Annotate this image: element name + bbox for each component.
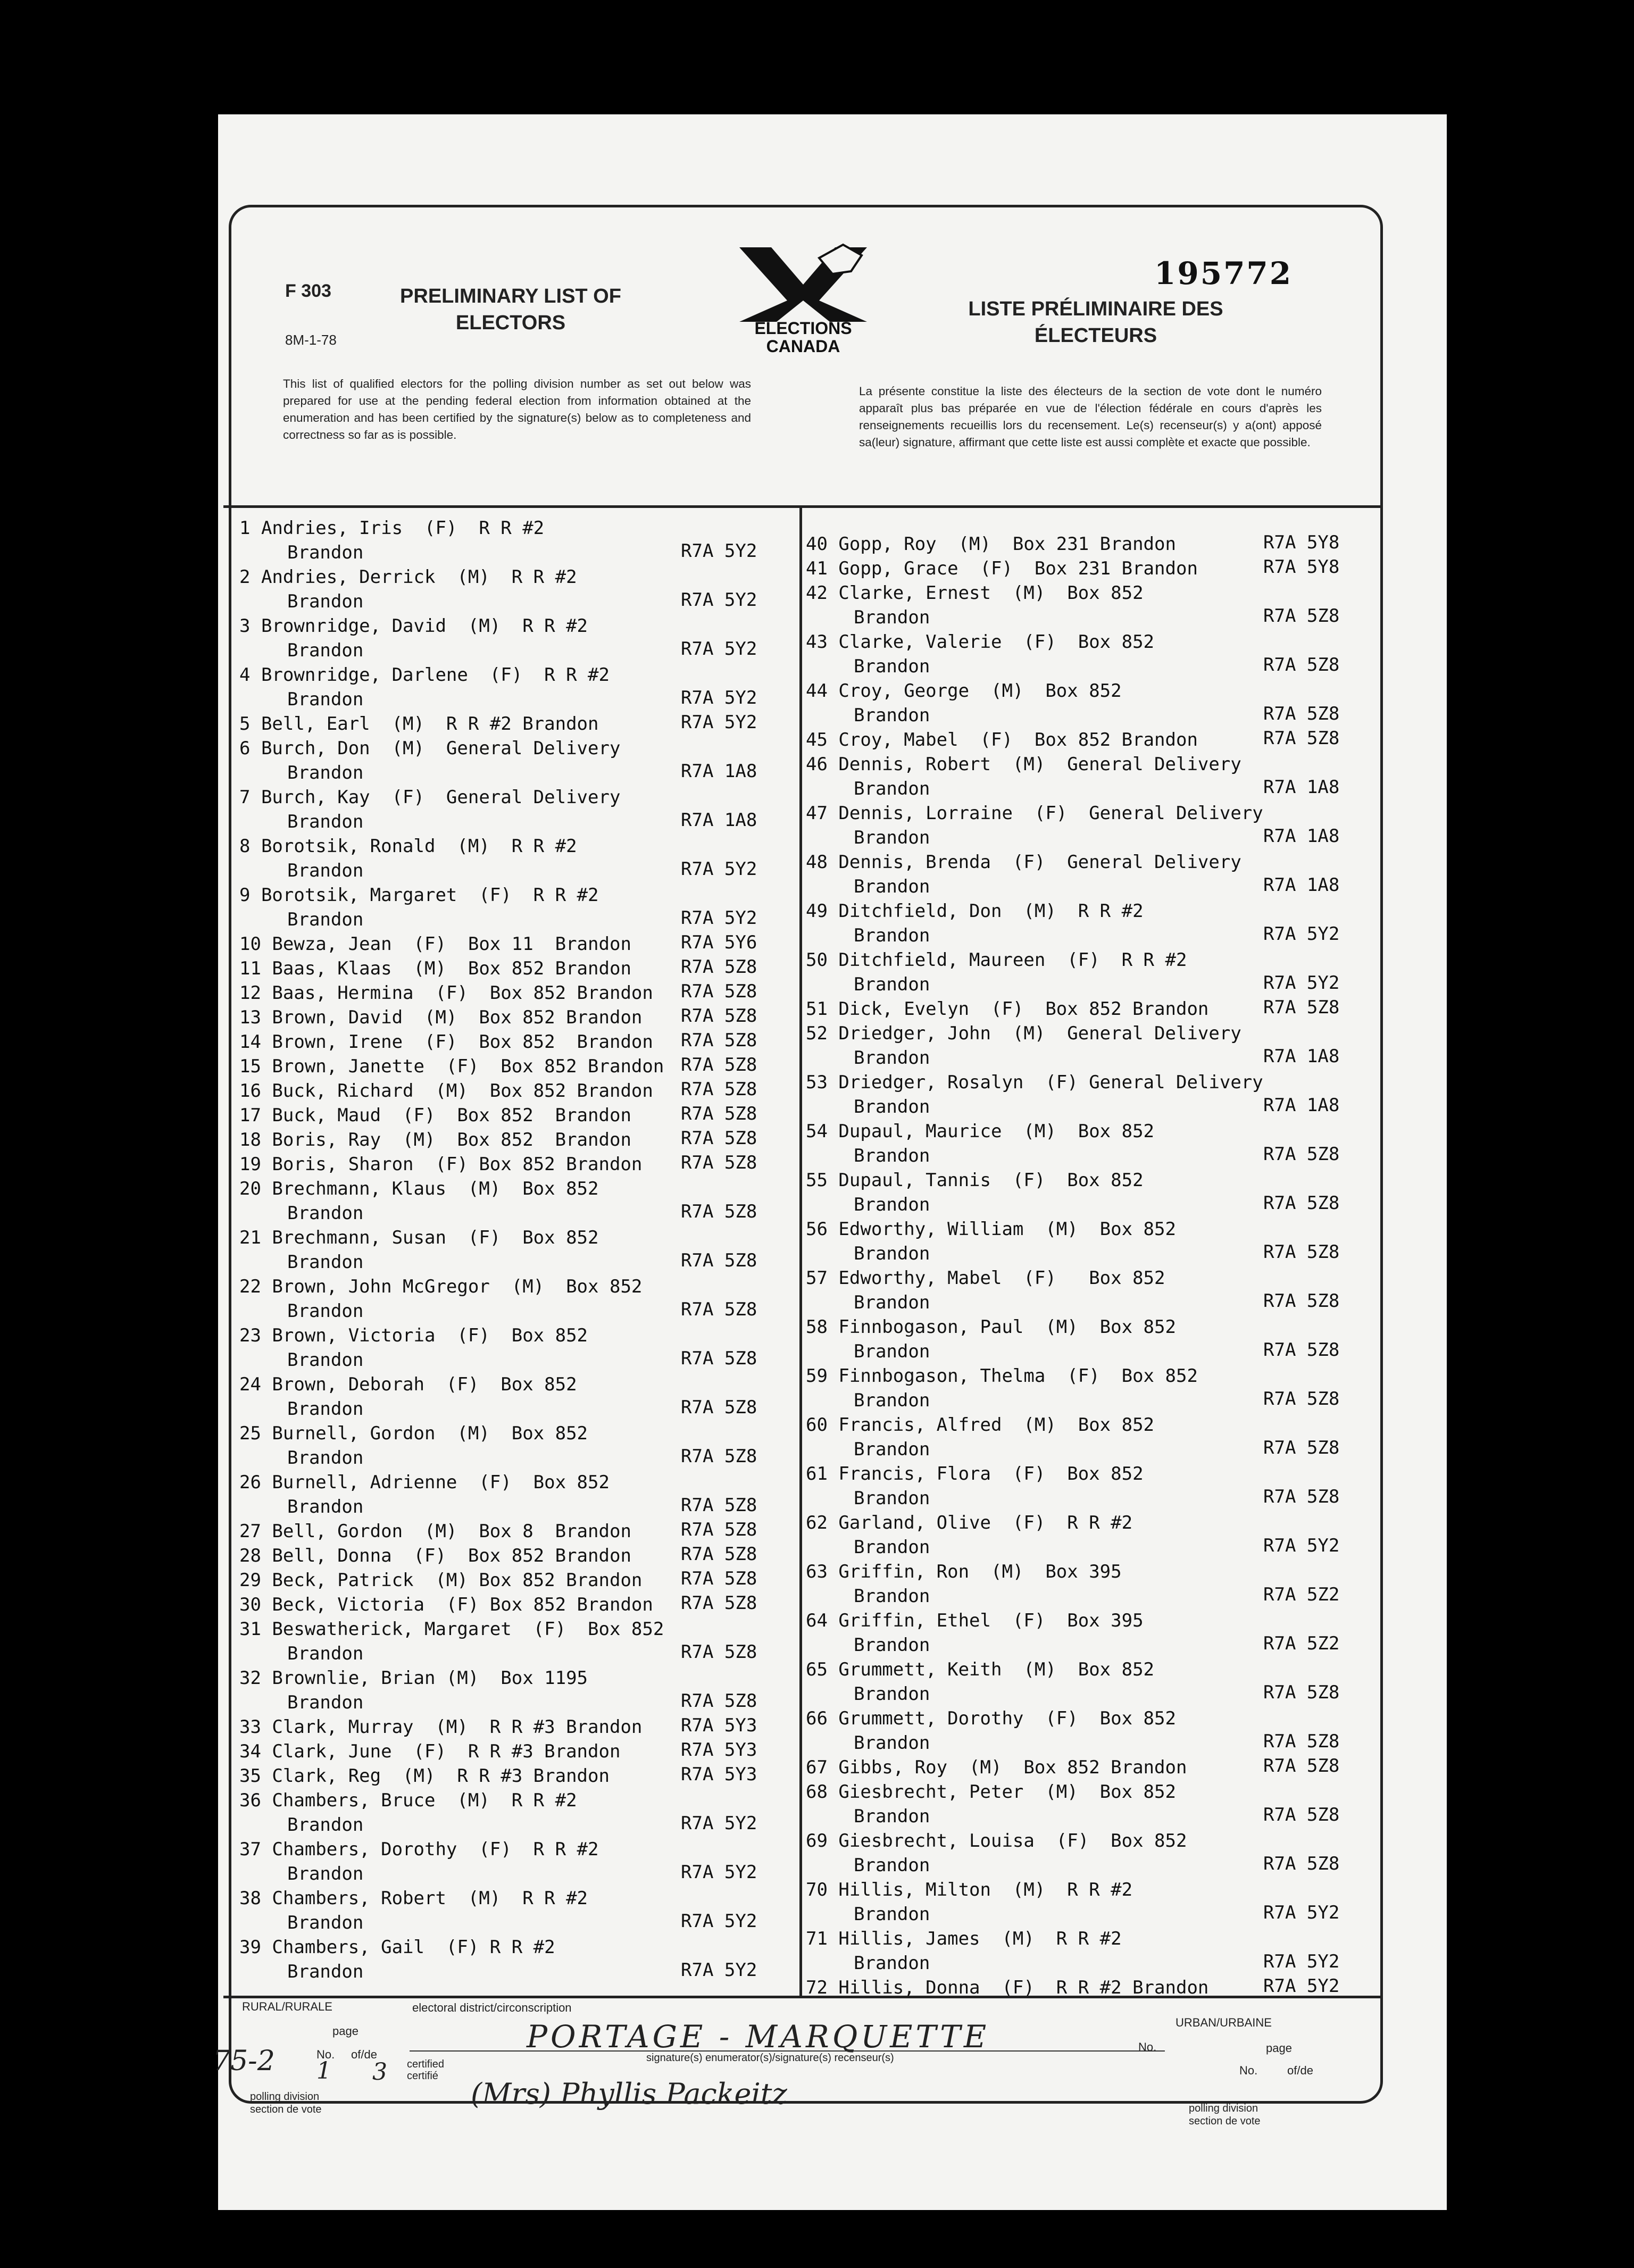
postal-code: R7A 1A8 xyxy=(1263,1046,1340,1067)
elector-entry xyxy=(806,1878,1132,1927)
elector-entry xyxy=(806,1755,1187,1780)
postal-code: R7A 5Z8 xyxy=(1263,1241,1340,1263)
elector-line: 72 Hillis, Donna (F) R R #2 Brandon xyxy=(806,1977,1209,1998)
postal-code: R7A 5Z8 xyxy=(681,1030,757,1051)
elector-entry xyxy=(806,1829,1187,1878)
form-code: F 303 xyxy=(285,281,331,301)
postal-code: R7A 5Z2 xyxy=(1263,1584,1340,1605)
postal-code: R7A 5Z8 xyxy=(681,981,757,1002)
elector-line: 19 Boris, Sharon (F) Box 852 Brandon xyxy=(239,1154,643,1175)
column-divider xyxy=(799,505,802,1996)
postal-code: R7A 5Y2 xyxy=(681,712,757,733)
elector-line: 30 Beck, Victoria (F) Box 852 Brandon xyxy=(239,1594,653,1615)
right-column-entries xyxy=(806,0,1380,2268)
elector-line: 42 Clarke, Ernest (M) Box 852 xyxy=(806,582,1144,604)
elector-address-line: Brandon xyxy=(854,1439,930,1460)
elector-address-line: Brandon xyxy=(287,1252,364,1273)
elector-entry xyxy=(806,1706,1176,1755)
elector-line: 39 Chambers, Gail (F) R R #2 xyxy=(239,1937,555,1958)
postal-code: R7A 5Y3 xyxy=(681,1739,757,1761)
postal-code: R7A 5Y8 xyxy=(1263,532,1340,553)
elector-line: 27 Bell, Gordon (M) Box 8 Brandon xyxy=(239,1521,631,1542)
elector-entry xyxy=(806,1780,1176,1829)
elector-entry xyxy=(239,1592,653,1617)
urban-no-label-2: No. xyxy=(1239,2064,1258,2077)
postal-code: R7A 5Y8 xyxy=(1263,556,1340,578)
elector-line: 50 Ditchfield, Maureen (F) R R #2 xyxy=(806,949,1187,971)
postal-code: R7A 5Y2 xyxy=(1263,1535,1340,1556)
district-value: PORTAGE - MARQUETTE xyxy=(527,2019,990,2055)
elector-entry xyxy=(239,1177,599,1225)
elector-address-line: Brandon xyxy=(287,762,364,783)
elector-entry xyxy=(239,1617,664,1666)
elector-entry xyxy=(239,1225,599,1274)
elector-address-line: Brandon xyxy=(854,1341,930,1362)
logo-text: ELECTIONS CANADA xyxy=(754,319,852,356)
elector-entry xyxy=(239,1544,631,1568)
elector-entry xyxy=(239,1470,610,1519)
postal-code: R7A 5Z8 xyxy=(681,1397,757,1418)
elector-line: 61 Francis, Flora (F) Box 852 xyxy=(806,1463,1144,1485)
elector-entry xyxy=(239,1054,664,1079)
left-column-entries xyxy=(239,0,798,2268)
postal-code: R7A 5Y2 xyxy=(681,638,757,660)
elector-entry xyxy=(239,834,577,883)
elector-line: 1 Andries, Iris (F) R R #2 xyxy=(239,518,545,539)
postal-code: R7A 5Z8 xyxy=(681,956,757,978)
serial-number: 195772 xyxy=(1154,255,1293,291)
polling-division-label: polling division section de vote xyxy=(250,2091,322,2115)
postal-code: R7A 5Z8 xyxy=(681,1446,757,1467)
postal-code: R7A 5Z8 xyxy=(681,1079,757,1100)
elector-entry xyxy=(239,565,577,614)
elector-line: 34 Clark, June (F) R R #3 Brandon xyxy=(239,1741,621,1762)
elector-line: 3 Brownridge, David (M) R R #2 xyxy=(239,615,588,637)
postal-code: R7A 5Z8 xyxy=(1263,1144,1340,1165)
elector-entry xyxy=(806,1462,1144,1511)
elector-entry xyxy=(239,1666,588,1715)
elector-line: 54 Dupaul, Maurice (M) Box 852 xyxy=(806,1121,1155,1142)
elector-line: 31 Beswatherick, Margaret (F) Box 852 xyxy=(239,1619,664,1640)
district-label: electoral district/circonscription xyxy=(412,2001,572,2014)
elector-entry xyxy=(806,1511,1132,1560)
postal-code: R7A 5Z8 xyxy=(681,1544,757,1565)
elector-entry xyxy=(239,1421,588,1470)
elector-address-line: Brandon xyxy=(854,1683,930,1705)
elector-address-line: Brandon xyxy=(287,1496,364,1517)
elector-address-line: Brandon xyxy=(287,1814,364,1836)
elector-line: 64 Griffin, Ethel (F) Box 395 xyxy=(806,1610,1144,1631)
elector-entry xyxy=(806,1119,1154,1168)
elector-entry xyxy=(239,516,544,565)
elector-line: 11 Baas, Klaas (M) Box 852 Brandon xyxy=(239,958,631,979)
postal-code: R7A 5Z8 xyxy=(1263,1437,1340,1458)
elector-line: 23 Brown, Victoria (F) Box 852 xyxy=(239,1325,588,1346)
elector-address-line: Brandon xyxy=(854,1194,930,1215)
certified-label: certified certifié xyxy=(407,2058,445,2082)
elector-address-line: Brandon xyxy=(287,811,364,832)
postal-code: R7A 5Y6 xyxy=(681,932,757,953)
elector-line: 6 Burch, Don (M) General Delivery xyxy=(239,738,621,759)
elector-address-line: Brandon xyxy=(287,1961,364,1982)
elector-line: 33 Clark, Murray (M) R R #3 Brandon xyxy=(239,1716,643,1738)
elector-line: 49 Ditchfield, Don (M) R R #2 xyxy=(806,900,1144,922)
elector-address-line: Brandon xyxy=(854,1145,930,1166)
elector-address-line: Brandon xyxy=(854,1904,930,1925)
elector-line: 47 Dennis, Lorraine (F) General Delivery xyxy=(806,803,1263,824)
elector-line: 29 Beck, Patrick (M) Box 852 Brandon xyxy=(239,1570,643,1591)
postal-code: R7A 5Y2 xyxy=(681,907,757,929)
elector-line: 25 Burnell, Gordon (M) Box 852 xyxy=(239,1423,588,1444)
elector-entry xyxy=(806,1413,1154,1462)
elector-entry xyxy=(239,736,620,785)
postal-code: R7A 5Z8 xyxy=(681,1103,757,1124)
elector-entry xyxy=(806,1021,1241,1070)
elector-entry xyxy=(239,1519,631,1544)
elector-address-line: Brandon xyxy=(287,1912,364,1933)
postal-code: R7A 5Z8 xyxy=(1263,728,1340,749)
elector-line: 65 Grummett, Keith (M) Box 852 xyxy=(806,1659,1155,1680)
intro-french: La présente constitue la liste des électeurs de la section de vote dont le numéro apparaît plus bas préparée en vue de l'élection fédérale en cours d'après les renseignements recueillis lors du recensement. Le(s) recenseur(s) y a(ont) apposé sa(leur) signature, affirmant que cette liste est aussi complète et exacte que possible. xyxy=(859,385,1322,449)
postal-code: R7A 5Z8 xyxy=(681,1495,757,1516)
elector-address-line: Brandon xyxy=(287,1349,364,1371)
postal-code: R7A 1A8 xyxy=(1263,826,1340,847)
elector-entry xyxy=(239,663,610,712)
elector-line: 18 Boris, Ray (M) Box 852 Brandon xyxy=(239,1129,631,1150)
elector-line: 22 Brown, John McGregor (M) Box 852 xyxy=(239,1276,643,1297)
elector-entry xyxy=(239,981,653,1005)
postal-code: R7A 5Z8 xyxy=(681,1250,757,1271)
title-french: LISTE PRÉLIMINAIRE DES ÉLECTEURS xyxy=(968,298,1223,347)
of-label: of/de xyxy=(351,2048,377,2061)
elector-line: 69 Giesbrecht, Louisa (F) Box 852 xyxy=(806,1830,1187,1852)
elector-entry xyxy=(239,883,599,932)
elector-address-line: Brandon xyxy=(287,1643,364,1664)
elector-entry xyxy=(806,1070,1263,1119)
postal-code: R7A 5Z8 xyxy=(1263,1339,1340,1361)
elector-line: 35 Clark, Reg (M) R R #3 Brandon xyxy=(239,1765,610,1787)
signature-label: signature(s) enumerator(s)/signature(s) recenseur(s) xyxy=(646,2052,894,2064)
urban-of-label: of/de xyxy=(1287,2064,1313,2077)
elector-entry xyxy=(806,728,1198,752)
elector-line: 57 Edworthy, Mabel (F) Box 852 xyxy=(806,1268,1165,1289)
postal-code: R7A 5Z8 xyxy=(1263,1290,1340,1312)
postal-code: R7A 5Y3 xyxy=(681,1715,757,1736)
elector-address-line: Brandon xyxy=(287,1447,364,1469)
postal-code: R7A 5Y2 xyxy=(681,1862,757,1883)
elector-entry xyxy=(239,1079,653,1103)
elector-line: 60 Francis, Alfred (M) Box 852 xyxy=(806,1414,1155,1436)
elector-entry xyxy=(239,1103,631,1128)
elector-line: 53 Driedger, Rosalyn (F) General Delivery xyxy=(806,1072,1263,1093)
elector-line: 70 Hillis, Milton (M) R R #2 xyxy=(806,1879,1133,1900)
elector-entry xyxy=(806,630,1154,679)
postal-code: R7A 5Z8 xyxy=(681,1519,757,1540)
elector-entry xyxy=(806,581,1144,630)
postal-code: R7A 5Z8 xyxy=(681,1128,757,1149)
postal-code: R7A 5Z8 xyxy=(1263,1731,1340,1752)
elector-entry xyxy=(239,1837,599,1886)
elector-entry xyxy=(806,679,1122,728)
elector-line: 36 Chambers, Bruce (M) R R #2 xyxy=(239,1790,577,1811)
postal-code: R7A 5Y2 xyxy=(681,1813,757,1834)
postal-code: R7A 5Z8 xyxy=(1263,654,1340,676)
elector-line: 48 Dennis, Brenda (F) General Delivery xyxy=(806,852,1241,873)
elector-line: 66 Grummett, Dorothy (F) Box 852 xyxy=(806,1708,1176,1729)
elector-address-line: Brandon xyxy=(854,1537,930,1558)
elector-entry xyxy=(239,1274,642,1323)
elector-line: 59 Finnbogason, Thelma (F) Box 852 xyxy=(806,1365,1198,1387)
elector-line: 68 Giesbrecht, Peter (M) Box 852 xyxy=(806,1781,1176,1803)
elector-address-line: Brandon xyxy=(854,1953,930,1974)
postal-code: R7A 5Z8 xyxy=(681,1592,757,1614)
polling-division-label-right: polling division section de vote xyxy=(1189,2103,1261,2127)
elector-line: 5 Bell, Earl (M) R R #2 Brandon xyxy=(239,713,599,735)
postal-code: R7A 1A8 xyxy=(681,810,757,831)
no-label: No. xyxy=(316,2048,335,2061)
page-value: 1 xyxy=(316,2057,331,2084)
elector-entry xyxy=(806,532,1176,556)
elector-entry xyxy=(239,712,599,736)
elector-address-line: Brandon xyxy=(854,974,930,995)
elector-address-line: Brandon xyxy=(854,778,930,799)
elector-line: 12 Baas, Hermina (F) Box 852 Brandon xyxy=(239,982,653,1004)
postal-code: R7A 5Y2 xyxy=(1263,1975,1340,1997)
elector-line: 58 Finnbogason, Paul (M) Box 852 xyxy=(806,1316,1176,1338)
elector-line: 20 Brechmann, Klaus (M) Box 852 xyxy=(239,1178,599,1199)
postal-code: R7A 5Z8 xyxy=(1263,1193,1340,1214)
postal-code: R7A 5Z8 xyxy=(1263,605,1340,627)
postal-code: R7A 5Z8 xyxy=(1263,1682,1340,1703)
postal-code: R7A 5Z8 xyxy=(1263,1804,1340,1825)
postal-code: R7A 5Z8 xyxy=(681,1568,757,1589)
postal-code: R7A 5Z8 xyxy=(681,1054,757,1075)
form-date: 8M-1-78 xyxy=(285,332,337,348)
elector-address-line: Brandon xyxy=(854,827,930,848)
postal-code: R7A 5Z8 xyxy=(681,1299,757,1320)
postal-code: R7A 5Z8 xyxy=(681,1005,757,1027)
postal-code: R7A 5Y2 xyxy=(681,1960,757,1981)
elector-entry xyxy=(806,1364,1198,1413)
postal-code: R7A 5Z8 xyxy=(1263,1755,1340,1777)
elector-entry xyxy=(239,1005,642,1030)
postal-code: R7A 5Y2 xyxy=(681,589,757,611)
elector-line: 7 Burch, Kay (F) General Delivery xyxy=(239,787,621,808)
elector-entry xyxy=(239,1568,642,1592)
elector-line: 8 Borotsik, Ronald (M) R R #2 xyxy=(239,836,577,857)
elector-line: 10 Bewza, Jean (F) Box 11 Brandon xyxy=(239,933,631,955)
elector-address-line: Brandon xyxy=(854,1635,930,1656)
elector-entry xyxy=(806,948,1187,997)
elector-line: 24 Brown, Deborah (F) Box 852 xyxy=(239,1374,577,1395)
elector-entry xyxy=(806,850,1241,899)
elector-address-line: Brandon xyxy=(854,705,930,726)
elector-line: 40 Gopp, Roy (M) Box 231 Brandon xyxy=(806,533,1176,555)
elector-entry xyxy=(806,752,1241,801)
elector-line: 32 Brownlie, Brian (M) Box 1195 xyxy=(239,1667,588,1689)
postal-code: R7A 5Y2 xyxy=(681,1911,757,1932)
elector-address-line: Brandon xyxy=(287,1863,364,1885)
postal-code: R7A 5Y2 xyxy=(1263,1951,1340,1972)
elector-entry xyxy=(239,1372,577,1421)
elector-entry xyxy=(806,1315,1176,1364)
elector-line: 15 Brown, Janette (F) Box 852 Brandon xyxy=(239,1056,664,1077)
elector-line: 44 Croy, George (M) Box 852 xyxy=(806,680,1122,702)
elector-entry xyxy=(239,1788,577,1837)
postal-code: R7A 5Y2 xyxy=(681,858,757,880)
elector-address-line: Brandon xyxy=(287,640,364,661)
elector-address-line: Brandon xyxy=(854,1732,930,1754)
elector-line: 14 Brown, Irene (F) Box 852 Brandon xyxy=(239,1031,653,1053)
elector-address-line: Brandon xyxy=(854,876,930,897)
elector-line: 55 Dupaul, Tannis (F) Box 852 xyxy=(806,1170,1144,1191)
elector-entry xyxy=(239,1323,588,1372)
district-underline xyxy=(410,2050,1165,2052)
elector-entry xyxy=(239,785,620,834)
elector-line: 28 Bell, Donna (F) Box 852 Brandon xyxy=(239,1545,631,1566)
elector-line: 9 Borotsik, Margaret (F) R R #2 xyxy=(239,885,599,906)
polling-division-value: 75-2 xyxy=(213,2045,275,2077)
postal-code: R7A 5Z8 xyxy=(681,1152,757,1173)
postal-code: R7A 5Z8 xyxy=(681,1348,757,1369)
postal-code: R7A 5Z8 xyxy=(681,1641,757,1663)
elector-address-line: Brandon xyxy=(287,909,364,930)
elector-line: 63 Griffin, Ron (M) Box 395 xyxy=(806,1561,1122,1582)
elector-entry xyxy=(239,1935,555,1984)
postal-code: R7A 5Z8 xyxy=(1263,703,1340,724)
signature-value: (Mrs) Phyllis Packeitz xyxy=(471,2077,787,2111)
elector-entry xyxy=(239,1739,620,1764)
elector-line: 56 Edworthy, William (M) Box 852 xyxy=(806,1219,1176,1240)
postal-code: R7A 5Z2 xyxy=(1263,1633,1340,1654)
postal-code: R7A 1A8 xyxy=(1263,874,1340,896)
elector-address-line: Brandon xyxy=(287,1203,364,1224)
elector-entry xyxy=(239,932,631,956)
urban-no-label: No. xyxy=(1138,2040,1157,2054)
postal-code: R7A 5Y3 xyxy=(681,1764,757,1785)
elector-entry xyxy=(806,899,1144,948)
postal-code: R7A 5Y2 xyxy=(1263,923,1340,945)
elector-line: 71 Hillis, James (M) R R #2 xyxy=(806,1928,1122,1949)
elector-entry xyxy=(239,1030,653,1054)
elector-address-line: Brandon xyxy=(854,607,930,628)
elector-line: 17 Buck, Maud (F) Box 852 Brandon xyxy=(239,1105,631,1126)
elector-entry xyxy=(239,1128,631,1152)
postal-code: R7A 5Y2 xyxy=(1263,972,1340,994)
postal-code: R7A 1A8 xyxy=(681,761,757,782)
postal-code: R7A 5Z8 xyxy=(1263,997,1340,1018)
elector-line: 38 Chambers, Robert (M) R R #2 xyxy=(239,1888,588,1909)
elector-address-line: Brandon xyxy=(854,1096,930,1118)
of-value: 3 xyxy=(372,2058,387,2086)
elector-entry xyxy=(239,614,588,663)
elector-address-line: Brandon xyxy=(287,689,364,710)
elector-address-line: Brandon xyxy=(854,1292,930,1313)
elector-line: 67 Gibbs, Roy (M) Box 852 Brandon xyxy=(806,1757,1187,1778)
postal-code: R7A 5Z8 xyxy=(1263,1853,1340,1874)
elector-address-line: Brandon xyxy=(287,1692,364,1713)
elector-entry xyxy=(239,1886,588,1935)
elector-line: 62 Garland, Olive (F) R R #2 xyxy=(806,1512,1133,1533)
elector-address-line: Brandon xyxy=(854,1806,930,1827)
postal-code: R7A 5Y2 xyxy=(1263,1902,1340,1923)
title-english: PRELIMINARY LIST OF ELECTORS xyxy=(400,285,621,334)
elector-line: 13 Brown, David (M) Box 852 Brandon xyxy=(239,1007,643,1028)
postal-code: R7A 5Z8 xyxy=(1263,1486,1340,1507)
elector-address-line: Brandon xyxy=(854,1047,930,1069)
elector-line: 45 Croy, Mabel (F) Box 852 Brandon xyxy=(806,729,1198,751)
elector-address-line: Brandon xyxy=(854,1243,930,1264)
page-label: page xyxy=(332,2024,359,2038)
urban-label: URBAN/URBAINE xyxy=(1176,2016,1272,2029)
elector-entry xyxy=(806,1168,1144,1217)
elector-entry xyxy=(806,1266,1165,1315)
elector-address-line: Brandon xyxy=(854,656,930,677)
elector-line: 43 Clarke, Valerie (F) Box 852 xyxy=(806,631,1155,653)
elector-address-line: Brandon xyxy=(854,1488,930,1509)
elector-address-line: Brandon xyxy=(854,1586,930,1607)
postal-code: R7A 5Z8 xyxy=(1263,1388,1340,1410)
postal-code: R7A 5Z8 xyxy=(681,1690,757,1712)
elector-line: 41 Gopp, Grace (F) Box 231 Brandon xyxy=(806,558,1198,579)
elector-entry xyxy=(806,1657,1154,1706)
postal-code: R7A 1A8 xyxy=(1263,777,1340,798)
elector-entry xyxy=(806,1560,1122,1608)
elector-address-line: Brandon xyxy=(854,925,930,946)
elector-line: 52 Driedger, John (M) General Delivery xyxy=(806,1023,1241,1044)
elector-entry xyxy=(806,556,1198,581)
elector-entry xyxy=(239,1764,610,1788)
elector-entry xyxy=(806,1975,1208,2000)
elector-entry xyxy=(239,1715,642,1739)
elector-entry xyxy=(239,956,631,981)
elector-entry xyxy=(806,801,1263,850)
elector-line: 4 Brownridge, Darlene (F) R R #2 xyxy=(239,664,610,686)
postal-code: R7A 5Z8 xyxy=(681,1201,757,1222)
elector-address-line: Brandon xyxy=(287,591,364,612)
elector-address-line: Brandon xyxy=(854,1390,930,1411)
elector-line: 37 Chambers, Dorothy (F) R R #2 xyxy=(239,1839,599,1860)
elector-line: 2 Andries, Derrick (M) R R #2 xyxy=(239,566,577,588)
elector-address-line: Brandon xyxy=(287,860,364,881)
elector-line: 51 Dick, Evelyn (F) Box 852 Brandon xyxy=(806,998,1209,1020)
elector-entry xyxy=(806,997,1208,1021)
elector-address-line: Brandon xyxy=(287,542,364,563)
elector-line: 21 Brechmann, Susan (F) Box 852 xyxy=(239,1227,599,1248)
elector-address-line: Brandon xyxy=(287,1300,364,1322)
elector-entry xyxy=(239,1152,642,1177)
urban-page-label: page xyxy=(1266,2041,1292,2055)
postal-code: R7A 5Y2 xyxy=(681,687,757,708)
elector-line: 16 Buck, Richard (M) Box 852 Brandon xyxy=(239,1080,653,1102)
elector-entry xyxy=(806,1217,1176,1266)
elector-line: 26 Burnell, Adrienne (F) Box 852 xyxy=(239,1472,610,1493)
postal-code: R7A 5Y2 xyxy=(681,540,757,562)
intro-english: This list of qualified electors for the polling division number as set out below was prepared for use at the pending federal election from information obtained at the enumeration and has been certified by the signature(s) below as to completeness and correctness so far as is possible. xyxy=(283,377,751,441)
elector-address-line: Brandon xyxy=(854,1855,930,1876)
rural-label: RURAL/RURALE xyxy=(242,2000,332,2013)
postal-code: R7A 1A8 xyxy=(1263,1095,1340,1116)
elector-line: 46 Dennis, Robert (M) General Delivery xyxy=(806,754,1241,775)
elector-entry xyxy=(806,1608,1144,1657)
elector-address-line: Brandon xyxy=(287,1398,364,1420)
elector-entry xyxy=(806,1927,1122,1975)
